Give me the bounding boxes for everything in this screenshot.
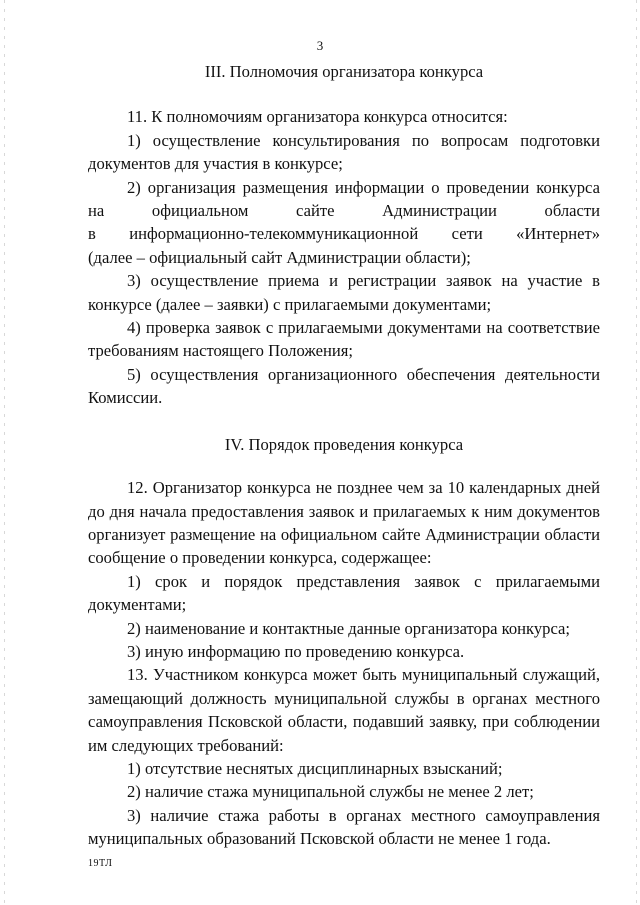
paragraph-11-item-2-line-2: на официальном сайте Администрации области (88, 201, 600, 221)
scan-edge-right (636, 0, 637, 905)
paragraph-12-item-3: 3) иную информацию по проведению конкурса. (127, 641, 465, 661)
footer-document-code: 19ТЛ (88, 858, 113, 869)
paragraph-13-item-1: 1) отсутствие неснятых дисциплинарных взысканий; (127, 758, 503, 778)
page-number: 3 (316, 38, 324, 53)
paragraph-12-item-1: 1) срок и порядок представления заявок с прилагаемыми документами; (88, 571, 600, 615)
paragraph-11-item-4: 4) проверка заявок с прилагаемыми документами на соответствие требованиям настоящего Положения; (88, 318, 600, 361)
paragraph-13-item-3: 3) наличие стажа работы в органах местного самоуправления муниципальных образований Псковской области не менее 1 года. (88, 805, 600, 849)
paragraph-11-item-2-line-1: 2) организация размещения информации о проведении конкурса (127, 177, 600, 197)
paragraph-11-item-5: 5) осуществления организационного обеспечения деятельности Комиссии. (88, 364, 600, 408)
paragraph-11-item-3: 3) осуществление приема и регистрации заявок на участие в конкурсе (далее – заявки) с прилагаемыми документами; (88, 271, 600, 314)
paragraph-11-item-2-line-3: в информационно-телекоммуникационной сети «Интернет» (88, 224, 600, 244)
scan-edge-left (4, 0, 5, 905)
paragraph-11-item-1-line-2: документов для участия в конкурсе; (88, 154, 343, 174)
paragraph-13: 13. Участником конкурса может быть муниципальный служащий, замещающий должность муниципальной службы в органах местного самоуправления Псковской области, подавший заявку, при соблюдении им следующих требований: (88, 665, 600, 755)
paragraph-13-item-2: 2) наличие стажа муниципальной службы не менее 2 лет; (127, 782, 534, 802)
paragraph-11-item-2-line-4: (далее – официальный сайт Администрации области); (88, 247, 471, 267)
section-3-heading: III. Полномочия организатора конкурса (204, 62, 484, 81)
paragraph-12: 12. Организатор конкурса не позднее чем за 10 календарных дней до дня начала предоставления заявок и прилагаемых к ним документов организует размещение на официальном сайте Администрации области сообщение о проведении конкурса, содержащее: (88, 478, 600, 568)
paragraph-11-item-1-line-1: 1) осуществление консультирования по вопросам подготовки (127, 130, 600, 150)
section-4-heading: IV. Порядок проведения конкурса (224, 434, 464, 454)
paragraph-12-item-2: 2) наименование и контактные данные организатора конкурса; (127, 618, 571, 638)
document-body (88, 58, 600, 851)
paragraph-11-intro: 11. К полномочиям организатора конкурса относится: (127, 107, 508, 127)
